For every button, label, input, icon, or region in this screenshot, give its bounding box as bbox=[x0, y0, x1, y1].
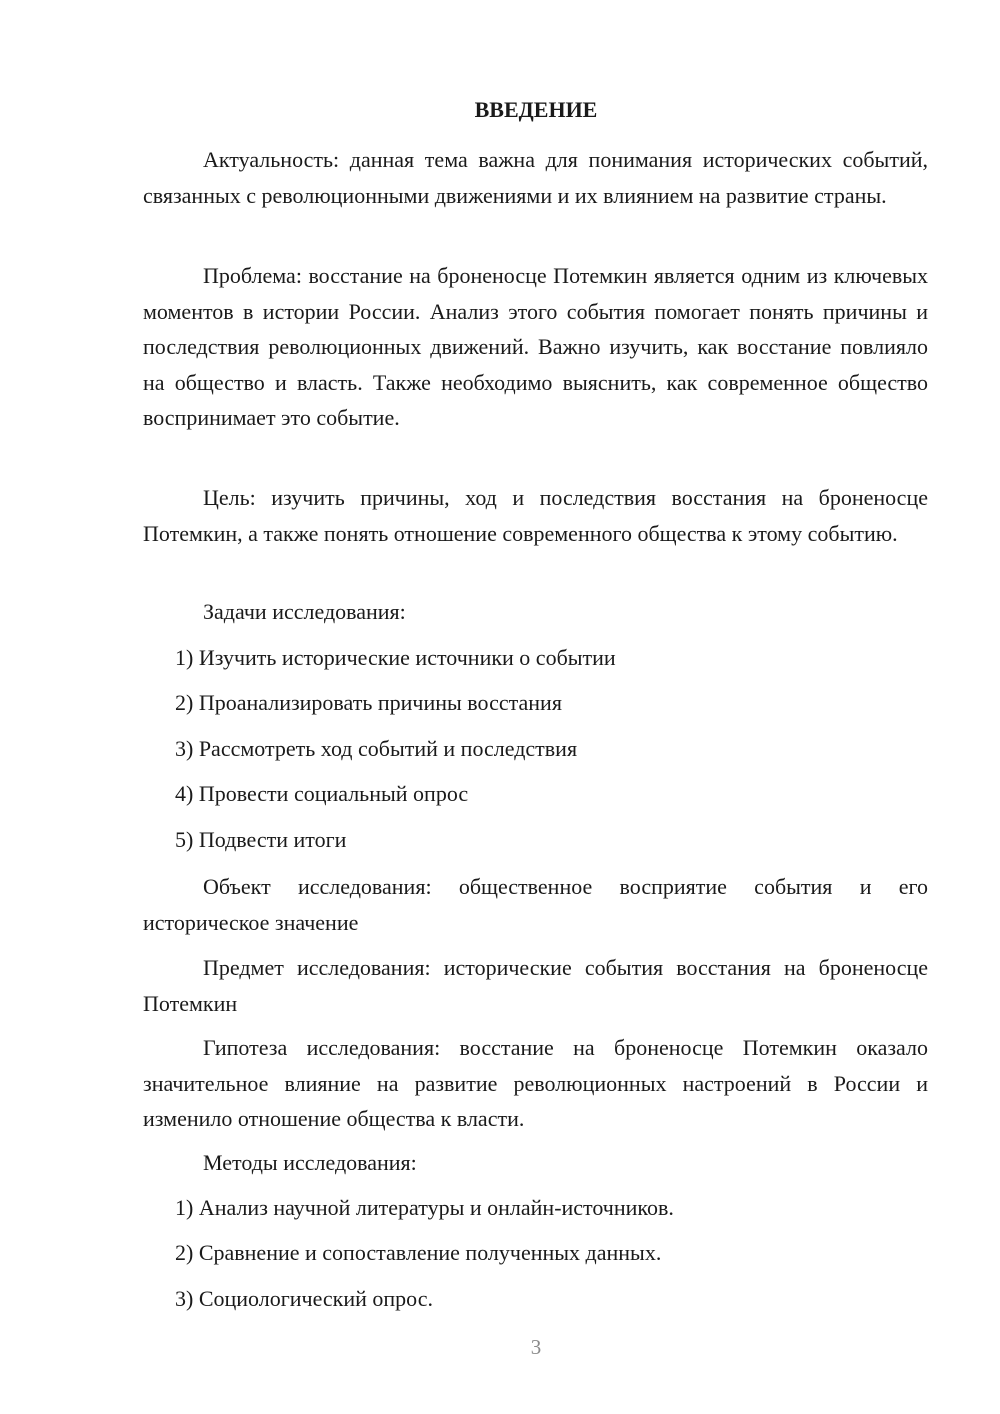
relevance-paragraph: Актуальность: данная тема важна для понимания исторических событий, связанных с революционными движениями и их влиянием на развитие страны. bbox=[143, 147, 928, 208]
goal-paragraph: Цель: изучить причины, ход и последствия восстания на броненосце Потемкин, а также понять отношение современного общества к этому событию. bbox=[143, 485, 928, 546]
hypothesis-paragraph: Гипотеза исследования: восстание на броненосце Потемкин оказало значительное влияние на развитие революционных настроений в России и изменило отношение общества к власти. bbox=[143, 1035, 928, 1131]
subject-paragraph: Предмет исследования: исторические события восстания на броненосце Потемкин bbox=[143, 955, 928, 1016]
task-item: 4) Провести социальный опрос bbox=[175, 781, 469, 806]
task-item: 5) Подвести итоги bbox=[175, 827, 347, 852]
task-item: 1) Изучить исторические источники о событии bbox=[175, 645, 616, 670]
section-heading: ВВЕДЕНИЕ bbox=[474, 97, 598, 122]
tasks-heading: Задачи исследования: bbox=[203, 599, 406, 624]
page-number: 3 bbox=[530, 1335, 542, 1359]
task-item: 2) Проанализировать причины восстания bbox=[175, 690, 562, 715]
method-item: 1) Анализ научной литературы и онлайн-источников. bbox=[175, 1195, 674, 1220]
problem-paragraph: Проблема: восстание на броненосце Потемкин является одним из ключевых моментов в истории России. Анализ этого события помогает понять причины и последствия революционных движений. Важно изучить, как восстание повлияло на общество и власть. Также необходимо выяснить, как современное общество воспринимает это событие. bbox=[143, 263, 928, 430]
object-paragraph: Объект исследования: общественное восприятие события и его историческое значение bbox=[143, 874, 928, 935]
task-item: 3) Рассмотреть ход событий и последствия bbox=[175, 736, 578, 761]
method-item: 3) Социологический опрос. bbox=[175, 1286, 433, 1311]
method-item: 2) Сравнение и сопоставление полученных данных. bbox=[175, 1240, 662, 1265]
methods-heading: Методы исследования: bbox=[203, 1150, 417, 1175]
